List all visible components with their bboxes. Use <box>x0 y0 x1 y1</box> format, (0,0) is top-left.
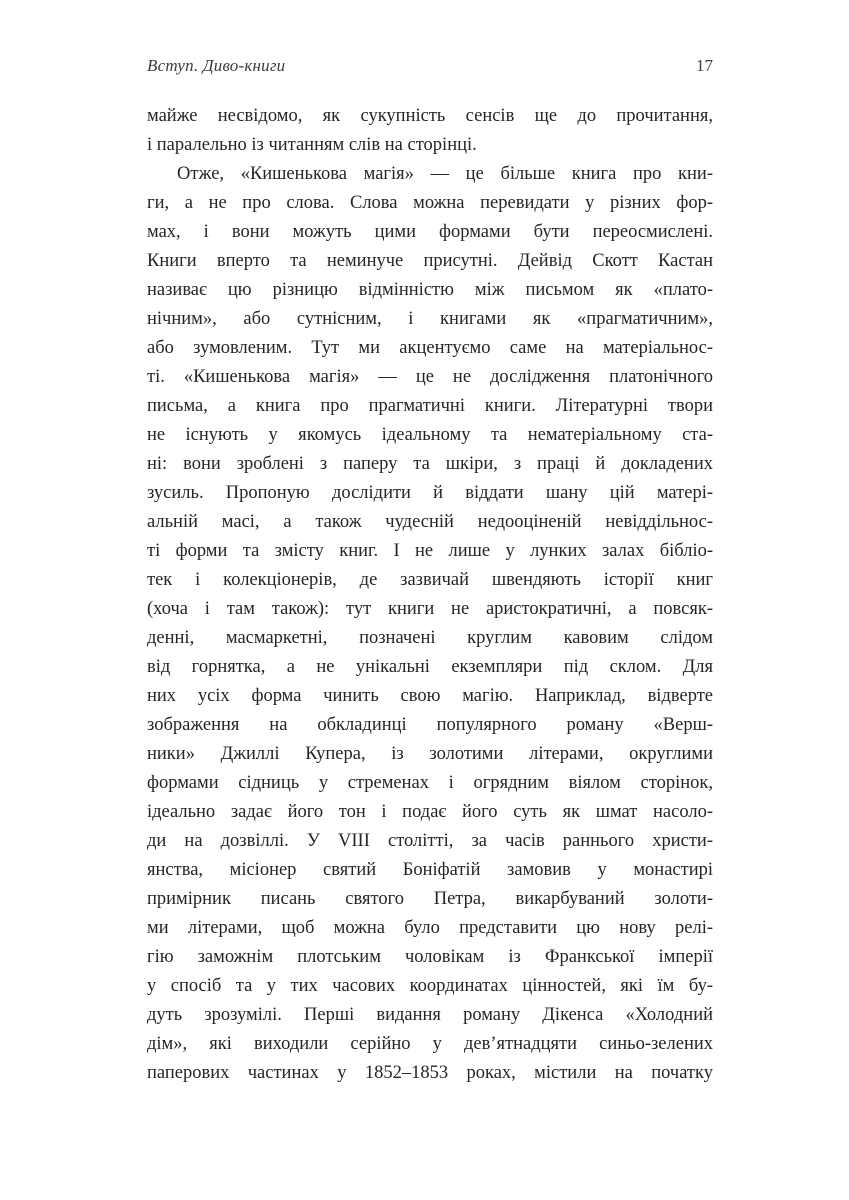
paragraph <box>147 160 713 1088</box>
text-line: Отже, «Кишенькова магія» — це більше книга про кни- <box>177 164 713 184</box>
text-line: не існують у якомусь ідеальному та нематеріальному ста- <box>147 425 713 445</box>
page-content <box>147 56 713 1088</box>
running-title: Вступ. Диво-книги <box>147 56 286 75</box>
text-line: від горнятка, а не унікальні екземпляри під склом. Для <box>147 657 713 677</box>
text-line: тек і колекціонерів, де зазвичай швендяють історії книг <box>147 570 713 590</box>
text-line: денні, масмаркетні, позначені круглим кавовим слідом <box>147 628 713 648</box>
text-line: майже несвідомо, як сукупність сенсів ще до прочитання, <box>147 106 713 126</box>
text-line: янства, місіонер святий Боніфатій замовив у монастирі <box>147 860 713 880</box>
text-line: зусиль. Пропоную дослідити й віддати шану цій матері- <box>147 483 713 503</box>
text-line: називає цю різницю відмінністю між письмом як «плато- <box>147 280 713 300</box>
page-number: 17 <box>696 56 713 75</box>
text-line: Книги вперто та неминуче присутні. Дейвід Скотт Кастан <box>147 251 713 271</box>
text-line: ті. «Кишенькова магія» — це не дослідження платонічного <box>147 367 713 387</box>
text-line: ті форми та змісту книг. І не лише у лунких залах бібліо- <box>147 541 713 561</box>
text-line: ідеально задає його тон і подає його суть як шмат насоло- <box>147 802 713 822</box>
text-line: або зумовленим. Тут ми акцентуємо саме на матеріальнос- <box>147 338 713 358</box>
text-line: ди на дозвіллі. У VIII столітті, за часів раннього христи- <box>147 831 713 851</box>
text-line: у спосіб та у тих часових координатах цінностей, які їм бу- <box>147 976 713 996</box>
text-line: дуть зрозумілі. Перші видання роману Дікенса «Холодний <box>147 1005 713 1025</box>
text-line: ники» Джиллі Купера, із золотими літерами, округлими <box>147 744 713 764</box>
text-line: мах, і вони можуть цими формами бути переосмислені. <box>147 222 713 242</box>
text-line: паперових частинах у 1852–1853 роках, містили на початку <box>147 1063 713 1083</box>
text-line: гію заможнім плотським чоловікам із Франкської імперії <box>147 947 713 967</box>
text-line: (хоча і там також): тут книги не аристократичні, а повсяк- <box>147 599 713 619</box>
text-block <box>147 102 713 1088</box>
paragraph <box>147 102 713 160</box>
text-line: і паралельно із читанням слів на сторінці. <box>147 135 477 155</box>
text-line: примірник писань святого Петра, викарбуваний золоти- <box>147 889 713 909</box>
text-line: нічним», або сутнісним, і книгами як «прагматичним», <box>147 309 713 329</box>
text-line: них усіх форма чинить свою магію. Наприклад, відверте <box>147 686 713 706</box>
running-header <box>147 56 713 76</box>
text-line: формами сідниць у стременах і огрядним віялом сторінок, <box>147 773 713 793</box>
text-line: письма, а книга про прагматичні книги. Літературні твори <box>147 396 713 416</box>
text-line: альній масі, а також чудесній недооціненій невіддільнос- <box>147 512 713 532</box>
text-line: ми літерами, щоб можна було представити цю нову релі- <box>147 918 713 938</box>
text-line: зображення на обкладинці популярного роману «Верш- <box>147 715 713 735</box>
text-line: ги, а не про слова. Слова можна перевидати у різних фор- <box>147 193 713 213</box>
text-line: дім», які виходили серійно у дев’ятнадцяти синьо-зелених <box>147 1034 713 1054</box>
text-line: ні: вони зроблені з паперу та шкіри, з праці й докладених <box>147 454 713 474</box>
